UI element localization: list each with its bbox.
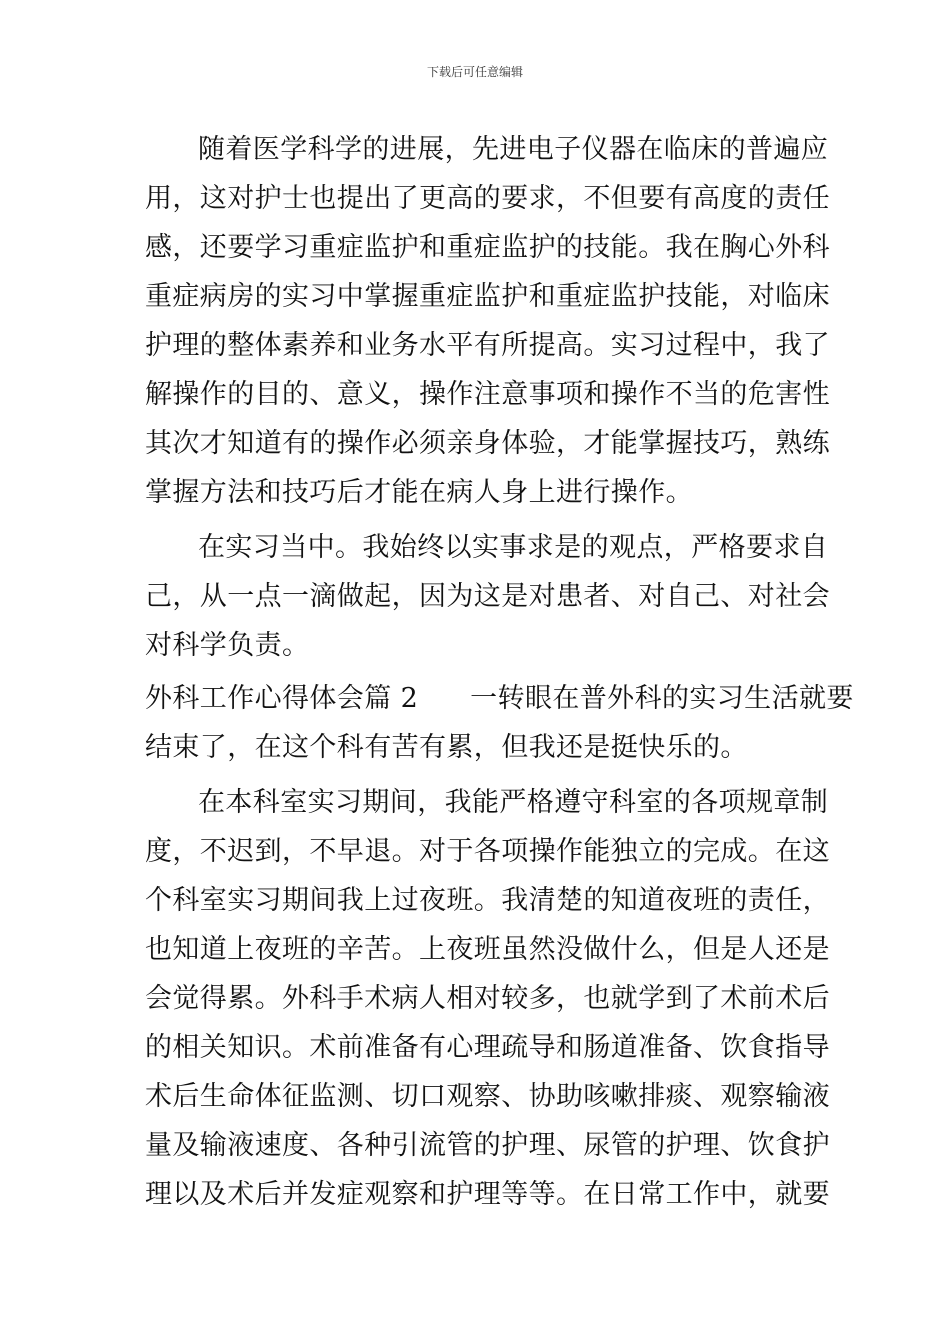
paragraph-line: 会觉得累。外科手术病人相对较多，也就学到了术前术后: [145, 983, 830, 1014]
paragraph-line: 对科学负责。: [145, 630, 310, 661]
paragraph-line: 感，还要学习重症监护和重症监护的技能。我在胸心外科: [145, 232, 830, 263]
paragraph-line: 量及输液速度、各种引流管的护理、尿管的护理、饮食护: [145, 1130, 830, 1161]
paragraph-line: 术后生命体征监测、切口观察、协助咳嗽排痰、观察输液: [145, 1081, 830, 1112]
section-intro-text: 一转眼在普外科的实习生活就要: [470, 683, 854, 714]
paragraph-line: 随着医学科学的进展，先进电子仪器在临床的普遍应: [198, 134, 829, 165]
page-header: 下载后可任意编辑: [426, 65, 523, 79]
paragraph-line: 理以及术后并发症观察和护理等等。在日常工作中，就要: [145, 1179, 830, 1210]
paragraph-line: 掌握方法和技巧后才能在病人身上进行操作。: [145, 477, 693, 508]
paragraph-line: 己，从一点一滴做起，因为这是对患者、对自己、对社会: [145, 581, 830, 612]
section-heading-line: [145, 679, 854, 719]
paragraph-line: 也知道上夜班的辛苦。上夜班虽然没做什么，但是人还是: [145, 934, 830, 965]
paragraph-line: 在实习当中。我始终以实事求是的观点，严格要求自: [198, 532, 829, 563]
paragraph-line: 其次才知道有的操作必须亲身体验，才能掌握技巧，熟练: [145, 428, 830, 459]
paragraph-line: 护理的整体素养和业务水平有所提高。实习过程中，我了: [145, 330, 830, 361]
paragraph-line: 结束了，在这个科有苦有累，但我还是挺快乐的。: [145, 732, 748, 763]
paragraph-line: 用，这对护士也提出了更高的要求，不但要有高度的责任: [145, 183, 830, 214]
paragraph-line: 个科室实习期间我上过夜班。我清楚的知道夜班的责任，: [145, 885, 830, 916]
paragraph-line: 的相关知识。术前准备有心理疏导和肠道准备、饮食指导: [145, 1032, 830, 1063]
paragraph-line: 在本科室实习期间，我能严格遵守科室的各项规章制: [198, 787, 829, 818]
paragraph-line: 解操作的目的、意义，操作注意事项和操作不当的危害性: [145, 379, 830, 410]
section-heading: 外科工作心得体会篇 2: [145, 683, 419, 714]
paragraph-line: 重症病房的实习中掌握重症监护和重症监护技能，对临床: [145, 281, 830, 312]
paragraph-line: 度，不迟到，不早退。对于各项操作能独立的完成。在这: [145, 836, 830, 867]
